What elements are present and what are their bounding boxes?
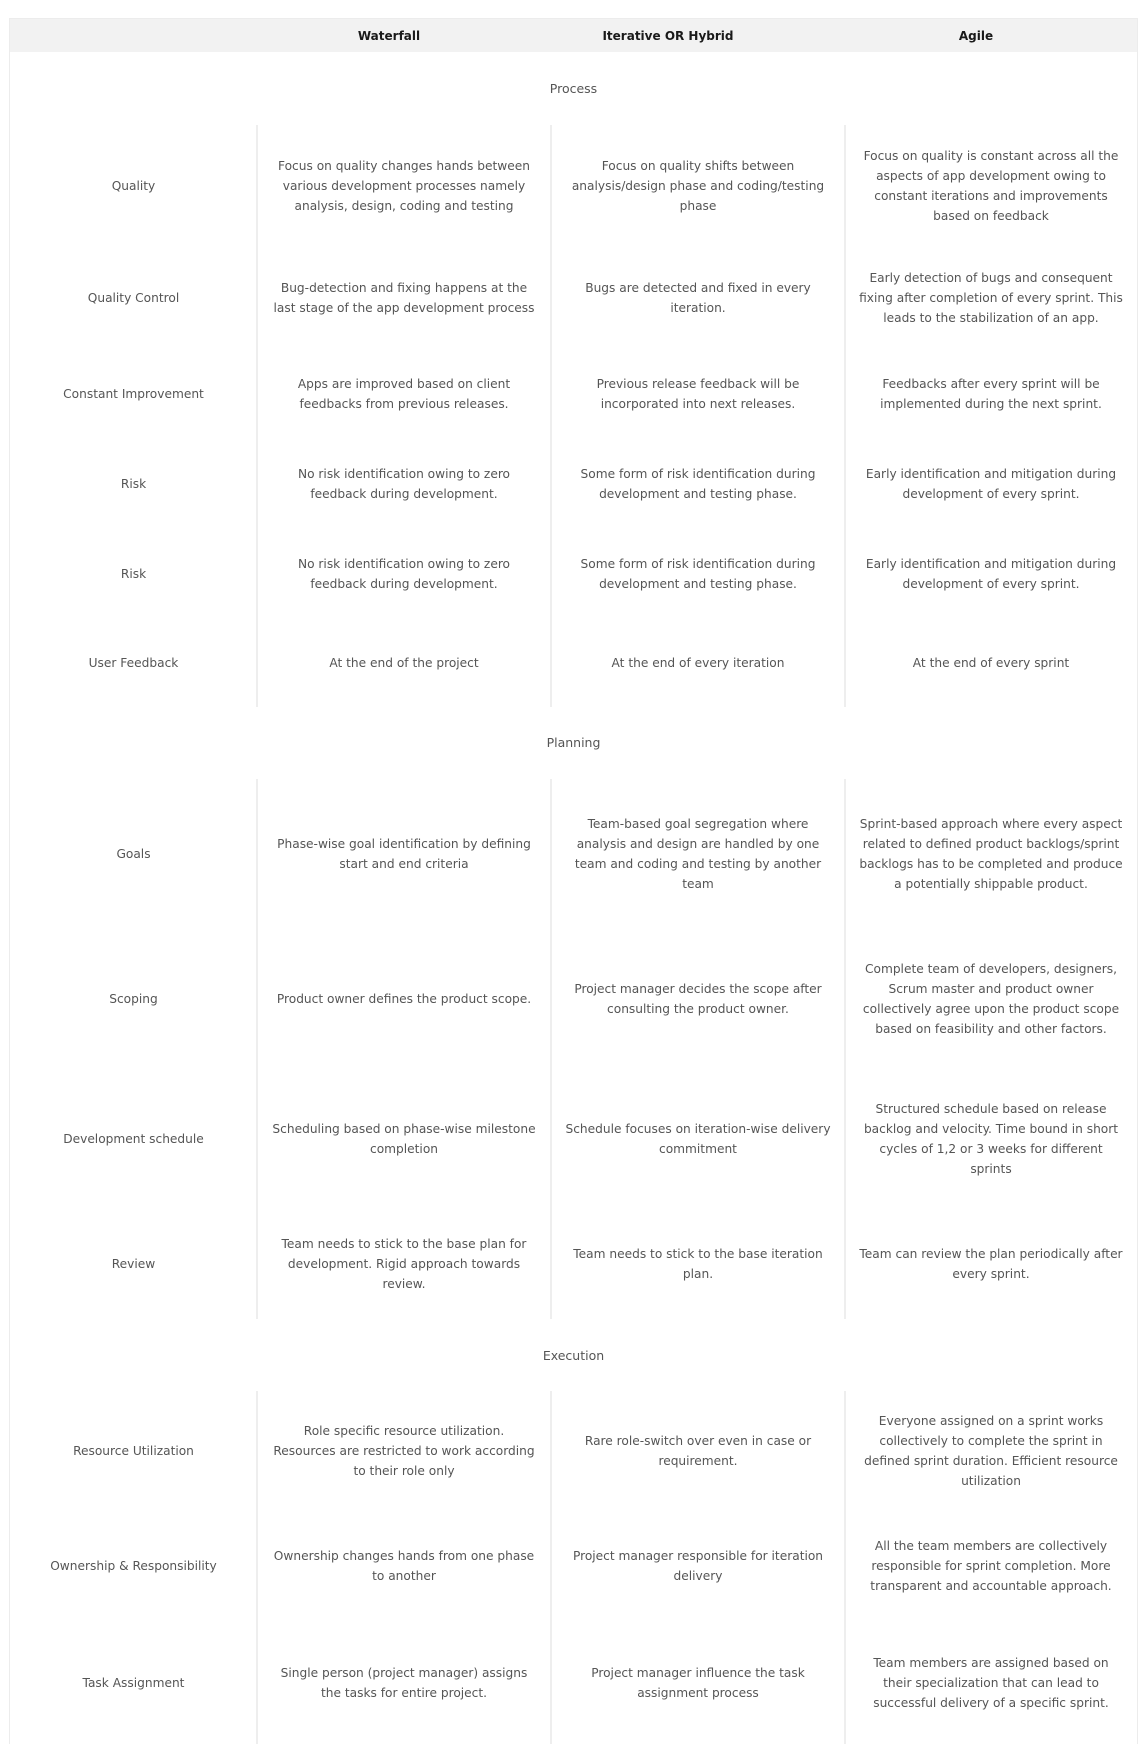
row-label: Quality: [111, 179, 156, 193]
cell-agile: At the end of every sprint: [912, 656, 1070, 670]
cell-waterfall: Scheduling based on phase-wise milestone completion: [272, 1122, 536, 1156]
cell-waterfall: Phase-wise goal identification by defining start and end criteria: [277, 837, 531, 871]
cell-agile: Structured schedule based on release backlog and velocity. Time bound in short cycles of 1,2 or 3 weeks for different sprints: [863, 1102, 1119, 1176]
row-label: Ownership & Responsibility: [50, 1559, 217, 1573]
cell-iterative: Rare role-switch over even in case or requirement.: [584, 1434, 812, 1468]
cell-agile: Early identification and mitigation during development of every sprint.: [865, 467, 1117, 501]
header-waterfall: Waterfall: [357, 28, 421, 43]
row-label: Quality Control: [87, 291, 180, 305]
cell-agile: Sprint-based approach where every aspect related to defined product backlogs/sprint backlogs has to be completed and produce a potentially shippable product.: [859, 817, 1123, 891]
row-label: Goals: [116, 847, 151, 861]
section-title: Process: [549, 81, 598, 96]
cell-waterfall: Focus on quality changes hands between various development processes namely analysis, design, coding and testing: [278, 159, 530, 213]
cell-iterative: Project manager responsible for iteration delivery: [572, 1549, 824, 1583]
cell-agile: All the team members are collectively responsible for sprint completion. More transparent and accountable approach.: [870, 1539, 1112, 1593]
cell-waterfall: No risk identification owing to zero feedback during development.: [297, 467, 511, 501]
cell-waterfall: Role specific resource utilization. Resources are restricted to work according to their role only: [273, 1424, 535, 1478]
cell-agile: Team members are assigned based on their specialization that can lead to successful delivery of a specific sprint.: [873, 1655, 1109, 1710]
cell-agile: Everyone assigned on a sprint works collectively to complete the sprint in defined sprint duration. Efficient resource utilization: [864, 1414, 1118, 1488]
cell-agile: Early detection of bugs and consequent fixing after completion of every sprint. This leads to the stabilization of an app.: [859, 271, 1123, 325]
cell-waterfall: Apps are improved based on client feedbacks from previous releases.: [297, 377, 511, 411]
cell-waterfall: Team needs to stick to the base plan for development. Rigid approach towards review.: [281, 1237, 527, 1291]
comparison-table: [9, 18, 1138, 1744]
header-empty: [10, 19, 257, 52]
row-label: Risk: [120, 567, 147, 581]
cell-iterative: Bugs are detected and fixed in every iteration.: [585, 281, 811, 315]
cell-agile: Feedbacks after every sprint will be implemented during the next sprint.: [880, 377, 1102, 411]
table-header: [10, 19, 1137, 52]
cell-agile: Early identification and mitigation during development of every sprint.: [865, 557, 1117, 591]
row-label: Scoping: [109, 992, 158, 1006]
header-iterative: Iterative OR Hybrid: [602, 28, 734, 43]
header-agile: Agile: [958, 28, 994, 43]
cell-iterative: Focus on quality shifts between analysis/design phase and coding/testing phase: [571, 159, 825, 213]
row-label: Task Assignment: [82, 1675, 185, 1690]
cell-iterative: Some form of risk identification during development and testing phase.: [580, 557, 816, 591]
cell-iterative: Project manager decides the scope after consulting the product owner.: [574, 982, 822, 1016]
cell-waterfall: Bug-detection and fixing happens at the last stage of the app development process: [273, 281, 535, 315]
cell-iterative: Team-based goal segregation where analysis and design are handled by one team and coding and testing by another team: [574, 817, 822, 891]
cell-waterfall: At the end of the project: [329, 656, 479, 670]
section-title: Planning: [546, 735, 601, 750]
cell-agile: Focus on quality is constant across all the aspects of app development owing to constant iterations and improvements based on feedback: [863, 149, 1119, 223]
row-label: Risk: [120, 477, 147, 491]
cell-iterative: Some form of risk identification during development and testing phase.: [580, 467, 816, 501]
cell-iterative: Team needs to stick to the base iteration plan.: [573, 1247, 823, 1281]
cell-iterative: Schedule focuses on iteration-wise delivery commitment: [565, 1122, 831, 1156]
row-label: Constant Improvement: [63, 387, 204, 401]
cell-agile: Complete team of developers, designers, Scrum master and product owner collectively agree upon the product scope based on feasibility and other factors.: [862, 962, 1120, 1036]
row-label: Review: [111, 1257, 156, 1271]
row-label: Development schedule: [63, 1132, 204, 1146]
row-label: User Feedback: [88, 656, 179, 670]
cell-agile: Team can review the plan periodically after every sprint.: [859, 1247, 1123, 1281]
row-label: Resource Utilization: [73, 1444, 194, 1458]
cell-waterfall: Ownership changes hands from one phase to another: [273, 1549, 535, 1583]
cell-waterfall: Single person (project manager) assigns the tasks for entire project.: [280, 1665, 528, 1700]
cell-waterfall: No risk identification owing to zero feedback during development.: [297, 557, 511, 591]
cell-iterative: Project manager influence the task assignment process: [591, 1665, 805, 1700]
section-title: Execution: [542, 1348, 605, 1363]
cell-iterative: At the end of every iteration: [611, 656, 785, 670]
cell-waterfall: Product owner defines the product scope.: [276, 992, 532, 1006]
cell-iterative: Previous release feedback will be incorporated into next releases.: [596, 377, 800, 411]
